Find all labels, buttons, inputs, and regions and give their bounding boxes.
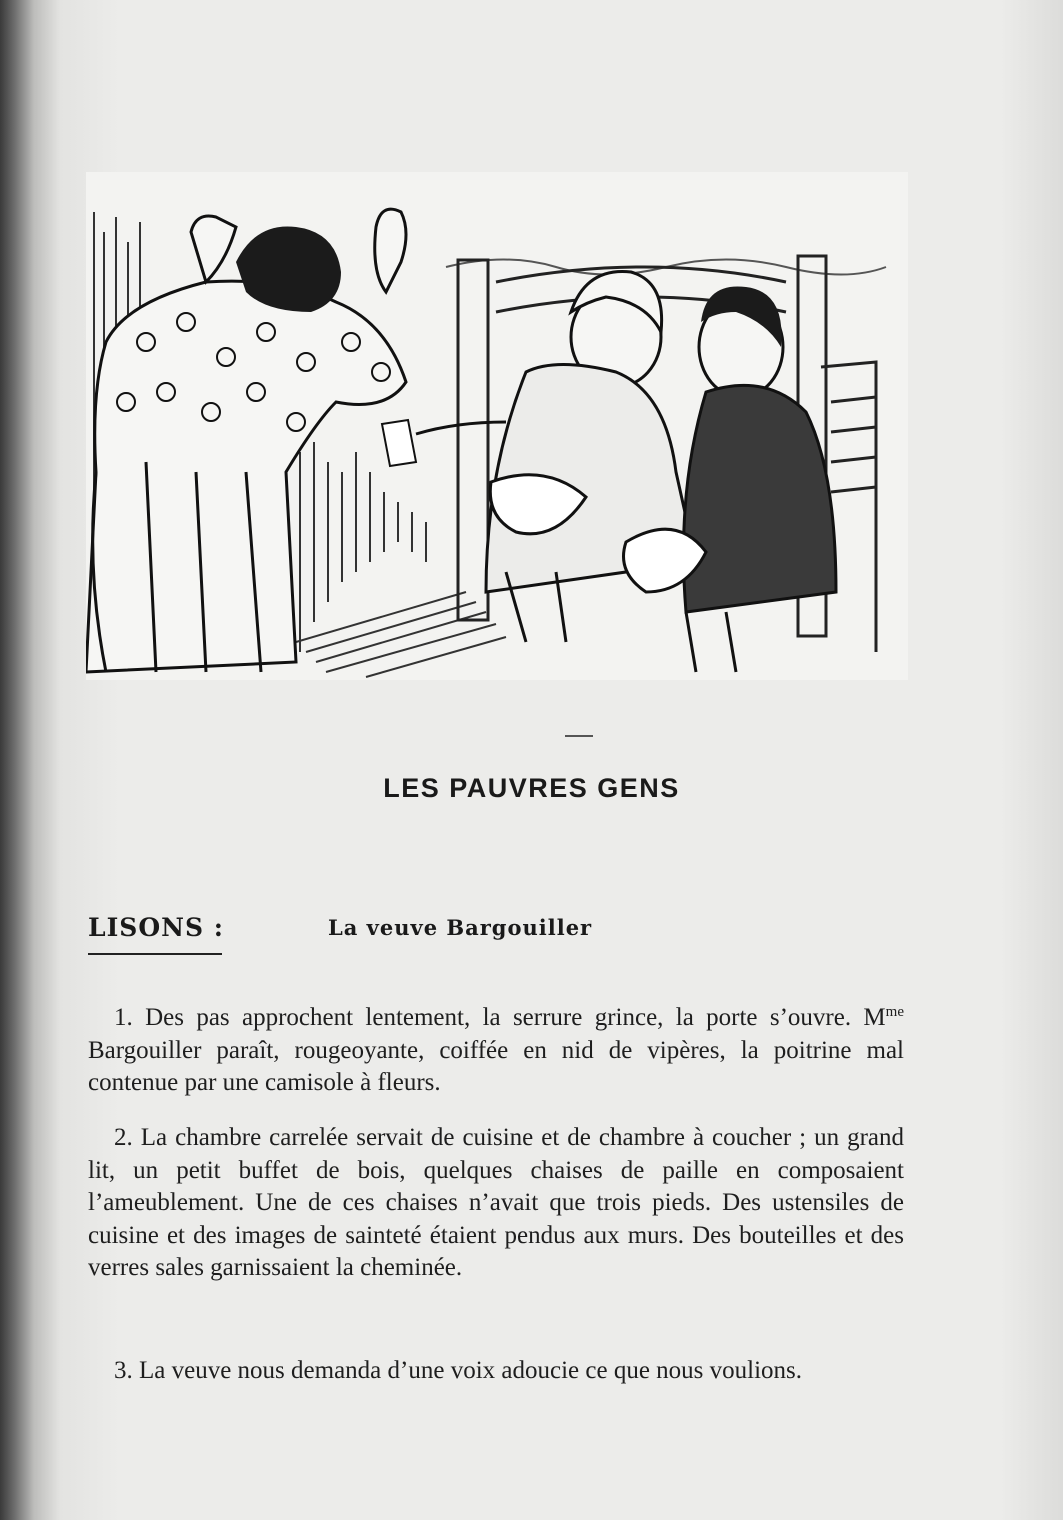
paragraph-1-superscript: me bbox=[885, 1004, 904, 1020]
paragraph-1 bbox=[88, 996, 904, 1100]
chapter-title: LES PAUVRES GENS bbox=[383, 773, 680, 803]
section-label-underline bbox=[88, 953, 222, 955]
paragraph-2: 2. La chambre carrelée servait de cuisine et de chambre à coucher ; un grand lit, un petit buffet de bois, quelques chaises de paille en composaient l’ameublement. Une de ces chaises n’avait que trois pieds. Des ustensiles de cuisine et des images de sainteté étaient pendus aux murs. Des bouteilles et des verres sales garnissaient la cheminée. bbox=[88, 1124, 904, 1281]
woman-and-two-children-in-room-icon bbox=[86, 172, 908, 680]
divider-dash bbox=[565, 735, 593, 737]
illustration bbox=[86, 172, 908, 680]
paragraph-1-start: 1. Des pas approchent lentement, la serrure grince, la porte s’ouvre. M bbox=[114, 1004, 886, 1031]
paragraph-3: 3. La veuve nous demanda d’une voix adoucie ce que nous voulions. bbox=[114, 1357, 803, 1384]
section-heading bbox=[88, 913, 988, 957]
section-label: LISONS : bbox=[88, 913, 224, 942]
paragraph-1-end: Bargouiller paraît, rougeoyante, coiffée en nid de vipères, la poitrine mal contenue par une camisole à fleurs. bbox=[88, 1036, 904, 1096]
reading-title: La veuve Bargouiller bbox=[328, 915, 593, 940]
